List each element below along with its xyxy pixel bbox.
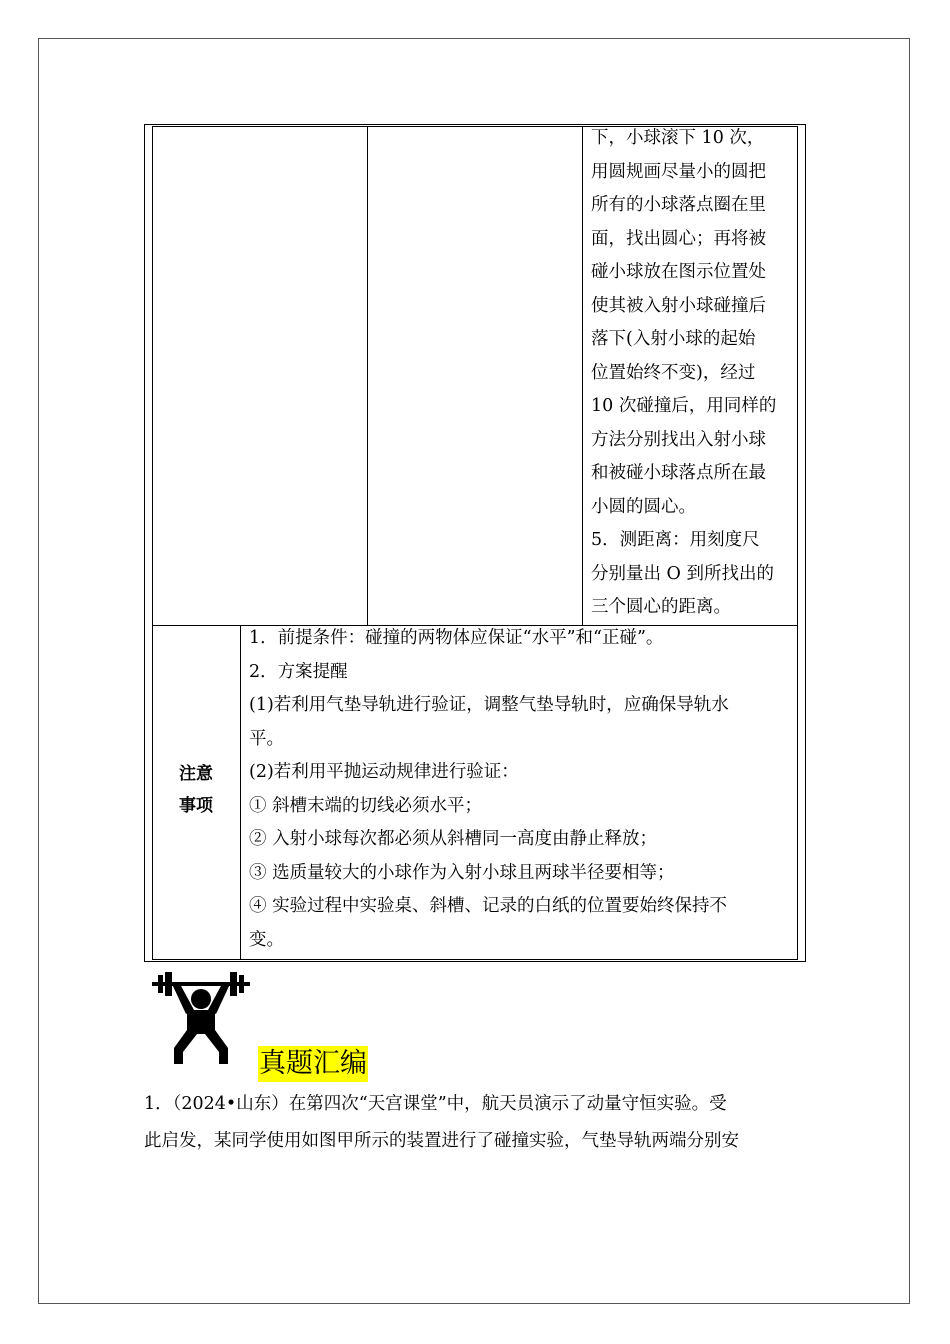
section-title: 真题汇编: [258, 1046, 368, 1082]
steps-line: 分别量出 O 到所找出的: [591, 563, 774, 584]
notes-line: 变。: [249, 929, 284, 950]
notes-line: ① 斜槽末端的切线必须水平；: [249, 795, 483, 816]
notes-line: (2)若利用平抛运动规律进行验证：: [249, 762, 519, 782]
steps-line: 面，找出圆心；再将被: [591, 228, 766, 249]
steps-line: 落下(入射小球的起始: [591, 329, 756, 349]
notes-label-divider: [240, 625, 241, 960]
steps-line: 5．测距离：用刻度尺: [591, 530, 760, 550]
notes-line: 平。: [249, 728, 284, 749]
steps-line: 小圆的圆心。: [591, 496, 696, 517]
question-1: [144, 1086, 806, 1160]
steps-line: 10 次碰撞后，用同样的: [591, 396, 777, 416]
notes-label-line: 事项: [179, 796, 213, 816]
notes-line: ③ 选质量较大的小球作为入射小球且两球半径要相等；: [249, 862, 675, 883]
question-line: 1．（2024•山东）在第四次“天宫课堂”中，航天员演示了动量守恒实验。受: [144, 1094, 727, 1114]
steps-line: 方法分别找出入射小球: [591, 429, 766, 450]
notes-line: (1)若利用气垫导轨进行验证，调整气垫导轨时，应确保导轨水: [249, 695, 729, 715]
column-divider-1: [367, 126, 368, 625]
steps-line: 碰小球放在图示位置处: [591, 262, 766, 282]
notes-label-line: 注意: [179, 764, 213, 784]
steps-line: 使其被入射小球碰撞后: [591, 295, 766, 316]
steps-cell: [591, 122, 795, 625]
steps-line: 所有的小球落点圈在里: [591, 195, 766, 215]
notes-cell: [249, 622, 794, 957]
steps-line: 位置始终不变)，经过: [591, 362, 756, 383]
column-divider-2: [582, 126, 583, 625]
steps-line: 和被碰小球落点所在最: [591, 463, 766, 483]
steps-line: 用圆规画尽量小的圆把: [591, 161, 766, 182]
question-line: 此启发，某同学使用如图甲所示的装置进行了碰撞实验，气垫导轨两端分别安: [144, 1131, 739, 1151]
notes-line: ② 入射小球每次都必须从斜槽同一高度由静止释放；: [249, 829, 658, 849]
weightlifter-icon: [150, 972, 252, 1068]
notes-line: 2．方案提醒: [249, 661, 348, 682]
steps-line: 三个圆心的距离。: [591, 597, 731, 617]
notes-label: [153, 758, 239, 822]
steps-line: 下，小球滚下 10 次，: [591, 128, 765, 148]
notes-line: 1．前提条件：碰撞的两物体应保证“水平”和“正碰”。: [249, 628, 664, 648]
notes-line: ④ 实验过程中实验桌、斜槽、记录的白纸的位置要始终保持不: [249, 896, 728, 916]
